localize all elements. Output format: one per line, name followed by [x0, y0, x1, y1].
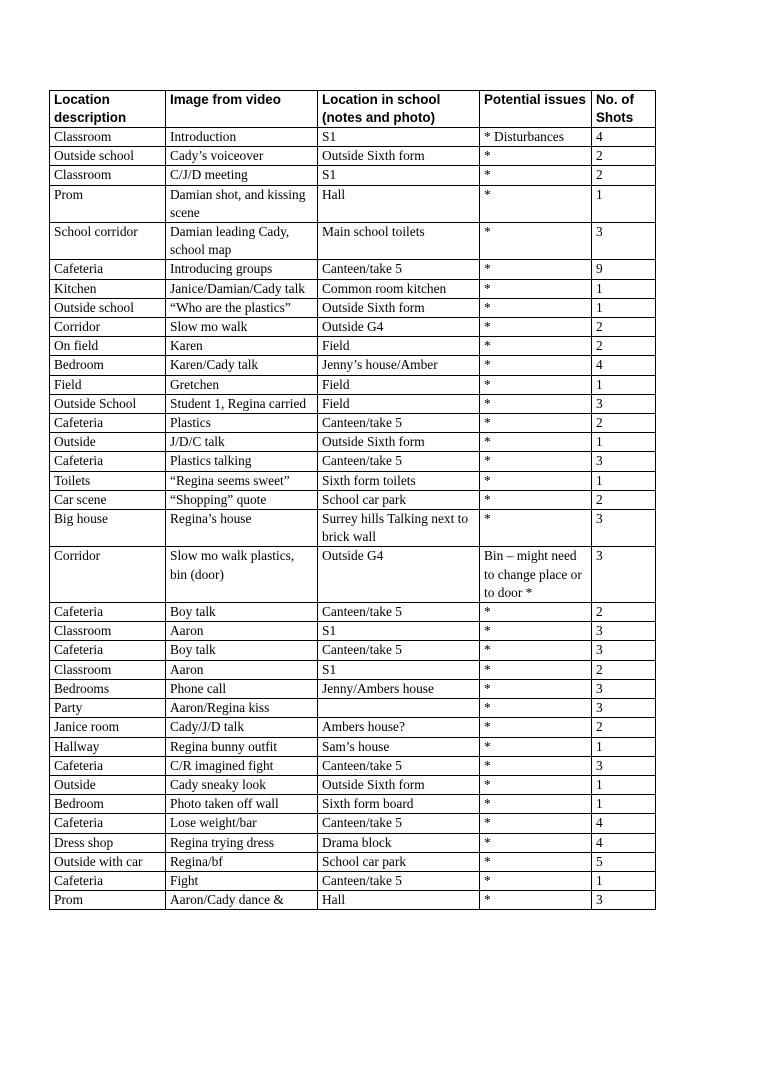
- cell-image-from-video: Cady sneaky look: [166, 775, 318, 794]
- table-row: [50, 279, 656, 298]
- cell-location-in-school: Outside G4: [318, 547, 480, 603]
- cell-location-description: Bedrooms: [50, 679, 166, 698]
- cell-location-description: Outside with car: [50, 852, 166, 871]
- cell-location-description: On field: [50, 337, 166, 356]
- cell-image-from-video: Janice/Damian/Cady talk: [166, 279, 318, 298]
- cell-location-in-school: School car park: [318, 490, 480, 509]
- cell-location-in-school: Canteen/take 5: [318, 414, 480, 433]
- cell-no-of-shots: 1: [592, 279, 656, 298]
- cell-no-of-shots: 5: [592, 852, 656, 871]
- cell-no-of-shots: 3: [592, 394, 656, 413]
- table-header-row: [50, 91, 656, 128]
- cell-image-from-video: Gretchen: [166, 375, 318, 394]
- cell-location-description: Car scene: [50, 490, 166, 509]
- table-row: [50, 452, 656, 471]
- cell-location-description: Toilets: [50, 471, 166, 490]
- cell-location-description: Hallway: [50, 737, 166, 756]
- cell-potential-issues: *: [480, 660, 592, 679]
- cell-image-from-video: Photo taken off wall: [166, 795, 318, 814]
- cell-no-of-shots: 4: [592, 128, 656, 147]
- cell-no-of-shots: 2: [592, 490, 656, 509]
- cell-location-description: Kitchen: [50, 279, 166, 298]
- cell-location-description: Outside: [50, 433, 166, 452]
- cell-image-from-video: Phone call: [166, 679, 318, 698]
- cell-image-from-video: Karen: [166, 337, 318, 356]
- table-row: [50, 414, 656, 433]
- table-row: [50, 871, 656, 890]
- table-row: [50, 433, 656, 452]
- cell-location-description: Bedroom: [50, 795, 166, 814]
- cell-location-in-school: S1: [318, 660, 480, 679]
- cell-no-of-shots: 4: [592, 356, 656, 375]
- cell-location-in-school: Canteen/take 5: [318, 641, 480, 660]
- table-row: [50, 318, 656, 337]
- cell-no-of-shots: 1: [592, 871, 656, 890]
- cell-image-from-video: Cady/J/D talk: [166, 718, 318, 737]
- cell-no-of-shots: 1: [592, 471, 656, 490]
- cell-image-from-video: J/D/C talk: [166, 433, 318, 452]
- cell-location-description: Big house: [50, 510, 166, 547]
- cell-location-description: Prom: [50, 185, 166, 222]
- cell-location-description: Outside: [50, 775, 166, 794]
- table-row: [50, 375, 656, 394]
- cell-image-from-video: Plastics talking: [166, 452, 318, 471]
- cell-location-in-school: Canteen/take 5: [318, 603, 480, 622]
- cell-location-description: Field: [50, 375, 166, 394]
- cell-image-from-video: Damian shot, and kissing scene: [166, 185, 318, 222]
- cell-image-from-video: Slow mo walk plastics, bin (door): [166, 547, 318, 603]
- cell-location-description: Outside school: [50, 147, 166, 166]
- cell-location-in-school: Canteen/take 5: [318, 756, 480, 775]
- cell-location-in-school: Canteen/take 5: [318, 814, 480, 833]
- cell-no-of-shots: 1: [592, 298, 656, 317]
- cell-location-in-school: Ambers house?: [318, 718, 480, 737]
- cell-location-description: Cafeteria: [50, 871, 166, 890]
- cell-potential-issues: *: [480, 814, 592, 833]
- cell-location-description: Cafeteria: [50, 641, 166, 660]
- cell-potential-issues: *: [480, 375, 592, 394]
- cell-potential-issues: *: [480, 737, 592, 756]
- cell-potential-issues: *: [480, 147, 592, 166]
- cell-potential-issues: *: [480, 433, 592, 452]
- table-row: [50, 679, 656, 698]
- cell-no-of-shots: 2: [592, 603, 656, 622]
- cell-image-from-video: Aaron: [166, 622, 318, 641]
- cell-potential-issues: *: [480, 337, 592, 356]
- cell-image-from-video: Boy talk: [166, 603, 318, 622]
- cell-location-in-school: Main school toilets: [318, 223, 480, 260]
- cell-image-from-video: Fight: [166, 871, 318, 890]
- cell-location-in-school: Jenny’s house/Amber: [318, 356, 480, 375]
- table-row: [50, 756, 656, 775]
- cell-image-from-video: Regina/bf: [166, 852, 318, 871]
- table-row: [50, 641, 656, 660]
- cell-location-in-school: Hall: [318, 891, 480, 910]
- cell-no-of-shots: 4: [592, 814, 656, 833]
- cell-potential-issues: *: [480, 699, 592, 718]
- cell-no-of-shots: 3: [592, 547, 656, 603]
- cell-potential-issues: *: [480, 852, 592, 871]
- cell-potential-issues: *: [480, 166, 592, 185]
- cell-location-in-school: Outside Sixth form: [318, 433, 480, 452]
- cell-location-description: Prom: [50, 891, 166, 910]
- cell-location-description: Cafeteria: [50, 452, 166, 471]
- table-row: [50, 166, 656, 185]
- cell-image-from-video: “Shopping” quote: [166, 490, 318, 509]
- cell-no-of-shots: 2: [592, 718, 656, 737]
- cell-potential-issues: *: [480, 185, 592, 222]
- table-row: [50, 833, 656, 852]
- cell-location-in-school: Common room kitchen: [318, 279, 480, 298]
- cell-location-description: Classroom: [50, 660, 166, 679]
- cell-potential-issues: *: [480, 279, 592, 298]
- cell-potential-issues: *: [480, 891, 592, 910]
- table-row: [50, 394, 656, 413]
- cell-no-of-shots: 1: [592, 433, 656, 452]
- cell-potential-issues: *: [480, 318, 592, 337]
- cell-location-in-school: Sixth form board: [318, 795, 480, 814]
- cell-image-from-video: Aaron: [166, 660, 318, 679]
- table-row: [50, 356, 656, 375]
- cell-image-from-video: Plastics: [166, 414, 318, 433]
- table-row: [50, 260, 656, 279]
- header-no-of-shots: No. of Shots: [592, 91, 656, 128]
- cell-location-description: Outside School: [50, 394, 166, 413]
- table-row: [50, 603, 656, 622]
- cell-location-description: Janice room: [50, 718, 166, 737]
- table-row: [50, 510, 656, 547]
- cell-location-description: Dress shop: [50, 833, 166, 852]
- cell-no-of-shots: 2: [592, 660, 656, 679]
- table-row: [50, 852, 656, 871]
- cell-location-description: Cafeteria: [50, 814, 166, 833]
- cell-image-from-video: C/J/D meeting: [166, 166, 318, 185]
- table-row: [50, 660, 656, 679]
- table-row: [50, 298, 656, 317]
- cell-image-from-video: Aaron/Regina kiss: [166, 699, 318, 718]
- cell-image-from-video: Student 1, Regina carried: [166, 394, 318, 413]
- cell-image-from-video: “Regina seems sweet”: [166, 471, 318, 490]
- cell-location-description: Cafeteria: [50, 603, 166, 622]
- cell-location-in-school: Canteen/take 5: [318, 452, 480, 471]
- table-row: [50, 337, 656, 356]
- shot-list-table: [49, 90, 656, 910]
- cell-potential-issues: *: [480, 510, 592, 547]
- cell-potential-issues: Bin – might need to change place or to door *: [480, 547, 592, 603]
- table-row: [50, 891, 656, 910]
- header-image-from-video: Image from video: [166, 91, 318, 128]
- cell-image-from-video: Karen/Cady talk: [166, 356, 318, 375]
- cell-no-of-shots: 9: [592, 260, 656, 279]
- table-row: [50, 795, 656, 814]
- cell-location-in-school: Field: [318, 375, 480, 394]
- cell-potential-issues: *: [480, 356, 592, 375]
- header-potential-issues: Potential issues: [480, 91, 592, 128]
- cell-potential-issues: * Disturbances: [480, 128, 592, 147]
- cell-location-in-school: Sixth form toilets: [318, 471, 480, 490]
- cell-no-of-shots: 3: [592, 699, 656, 718]
- cell-location-in-school: Outside Sixth form: [318, 147, 480, 166]
- cell-location-in-school: S1: [318, 128, 480, 147]
- table-row: [50, 718, 656, 737]
- cell-location-in-school: S1: [318, 622, 480, 641]
- cell-location-description: Cafeteria: [50, 756, 166, 775]
- cell-image-from-video: Introducing groups: [166, 260, 318, 279]
- cell-potential-issues: *: [480, 223, 592, 260]
- cell-location-description: Bedroom: [50, 356, 166, 375]
- cell-location-in-school: Sam’s house: [318, 737, 480, 756]
- cell-no-of-shots: 1: [592, 737, 656, 756]
- cell-image-from-video: C/R imagined fight: [166, 756, 318, 775]
- cell-potential-issues: *: [480, 414, 592, 433]
- cell-potential-issues: *: [480, 260, 592, 279]
- cell-no-of-shots: 2: [592, 318, 656, 337]
- cell-location-in-school: Hall: [318, 185, 480, 222]
- cell-potential-issues: *: [480, 775, 592, 794]
- table-row: [50, 622, 656, 641]
- cell-no-of-shots: 1: [592, 795, 656, 814]
- cell-image-from-video: Slow mo walk: [166, 318, 318, 337]
- cell-no-of-shots: 3: [592, 756, 656, 775]
- cell-no-of-shots: 3: [592, 510, 656, 547]
- cell-location-in-school: Canteen/take 5: [318, 871, 480, 890]
- cell-no-of-shots: 3: [592, 679, 656, 698]
- cell-potential-issues: *: [480, 298, 592, 317]
- cell-no-of-shots: 3: [592, 622, 656, 641]
- cell-location-in-school: S1: [318, 166, 480, 185]
- header-location-description: Location description: [50, 91, 166, 128]
- cell-image-from-video: Regina bunny outfit: [166, 737, 318, 756]
- header-location-in-school: Location in school (notes and photo): [318, 91, 480, 128]
- cell-no-of-shots: 2: [592, 147, 656, 166]
- cell-potential-issues: *: [480, 622, 592, 641]
- cell-no-of-shots: 1: [592, 375, 656, 394]
- cell-no-of-shots: 3: [592, 452, 656, 471]
- cell-no-of-shots: 4: [592, 833, 656, 852]
- cell-location-description: Corridor: [50, 318, 166, 337]
- cell-location-description: Classroom: [50, 166, 166, 185]
- cell-image-from-video: Cady’s voiceover: [166, 147, 318, 166]
- cell-no-of-shots: 2: [592, 337, 656, 356]
- cell-potential-issues: *: [480, 471, 592, 490]
- cell-potential-issues: *: [480, 679, 592, 698]
- cell-image-from-video: Introduction: [166, 128, 318, 147]
- cell-location-description: Party: [50, 699, 166, 718]
- cell-location-in-school: Outside Sixth form: [318, 775, 480, 794]
- cell-location-in-school: Outside G4: [318, 318, 480, 337]
- table-row: [50, 814, 656, 833]
- table-row: [50, 547, 656, 603]
- cell-location-in-school: Outside Sixth form: [318, 298, 480, 317]
- cell-no-of-shots: 3: [592, 891, 656, 910]
- cell-location-description: Outside school: [50, 298, 166, 317]
- cell-potential-issues: *: [480, 871, 592, 890]
- table-row: [50, 775, 656, 794]
- cell-potential-issues: *: [480, 756, 592, 775]
- cell-image-from-video: Regina trying dress: [166, 833, 318, 852]
- cell-location-description: Classroom: [50, 622, 166, 641]
- table-body: [50, 128, 656, 910]
- cell-location-in-school: [318, 699, 480, 718]
- table-row: [50, 471, 656, 490]
- cell-image-from-video: Boy talk: [166, 641, 318, 660]
- table-row: [50, 128, 656, 147]
- table-row: [50, 185, 656, 222]
- cell-image-from-video: Lose weight/bar: [166, 814, 318, 833]
- cell-location-description: Cafeteria: [50, 260, 166, 279]
- cell-no-of-shots: 1: [592, 185, 656, 222]
- table-row: [50, 699, 656, 718]
- table-row: [50, 490, 656, 509]
- table-row: [50, 223, 656, 260]
- cell-potential-issues: *: [480, 833, 592, 852]
- cell-potential-issues: *: [480, 718, 592, 737]
- cell-image-from-video: “Who are the plastics”: [166, 298, 318, 317]
- cell-location-in-school: Field: [318, 394, 480, 413]
- cell-location-description: Cafeteria: [50, 414, 166, 433]
- cell-location-in-school: Canteen/take 5: [318, 260, 480, 279]
- table-row: [50, 147, 656, 166]
- cell-location-in-school: Surrey hills Talking next to brick wall: [318, 510, 480, 547]
- cell-no-of-shots: 3: [592, 223, 656, 260]
- cell-image-from-video: Damian leading Cady, school map: [166, 223, 318, 260]
- cell-location-description: Corridor: [50, 547, 166, 603]
- cell-no-of-shots: 3: [592, 641, 656, 660]
- cell-location-description: School corridor: [50, 223, 166, 260]
- cell-potential-issues: *: [480, 603, 592, 622]
- cell-location-in-school: School car park: [318, 852, 480, 871]
- table-row: [50, 737, 656, 756]
- cell-potential-issues: *: [480, 490, 592, 509]
- cell-location-in-school: Drama block: [318, 833, 480, 852]
- cell-location-in-school: Jenny/Ambers house: [318, 679, 480, 698]
- cell-image-from-video: Regina’s house: [166, 510, 318, 547]
- cell-potential-issues: *: [480, 795, 592, 814]
- cell-no-of-shots: 2: [592, 166, 656, 185]
- cell-potential-issues: *: [480, 641, 592, 660]
- cell-image-from-video: Aaron/Cady dance &: [166, 891, 318, 910]
- cell-no-of-shots: 2: [592, 414, 656, 433]
- cell-no-of-shots: 1: [592, 775, 656, 794]
- cell-potential-issues: *: [480, 394, 592, 413]
- cell-location-in-school: Field: [318, 337, 480, 356]
- cell-potential-issues: *: [480, 452, 592, 471]
- cell-location-description: Classroom: [50, 128, 166, 147]
